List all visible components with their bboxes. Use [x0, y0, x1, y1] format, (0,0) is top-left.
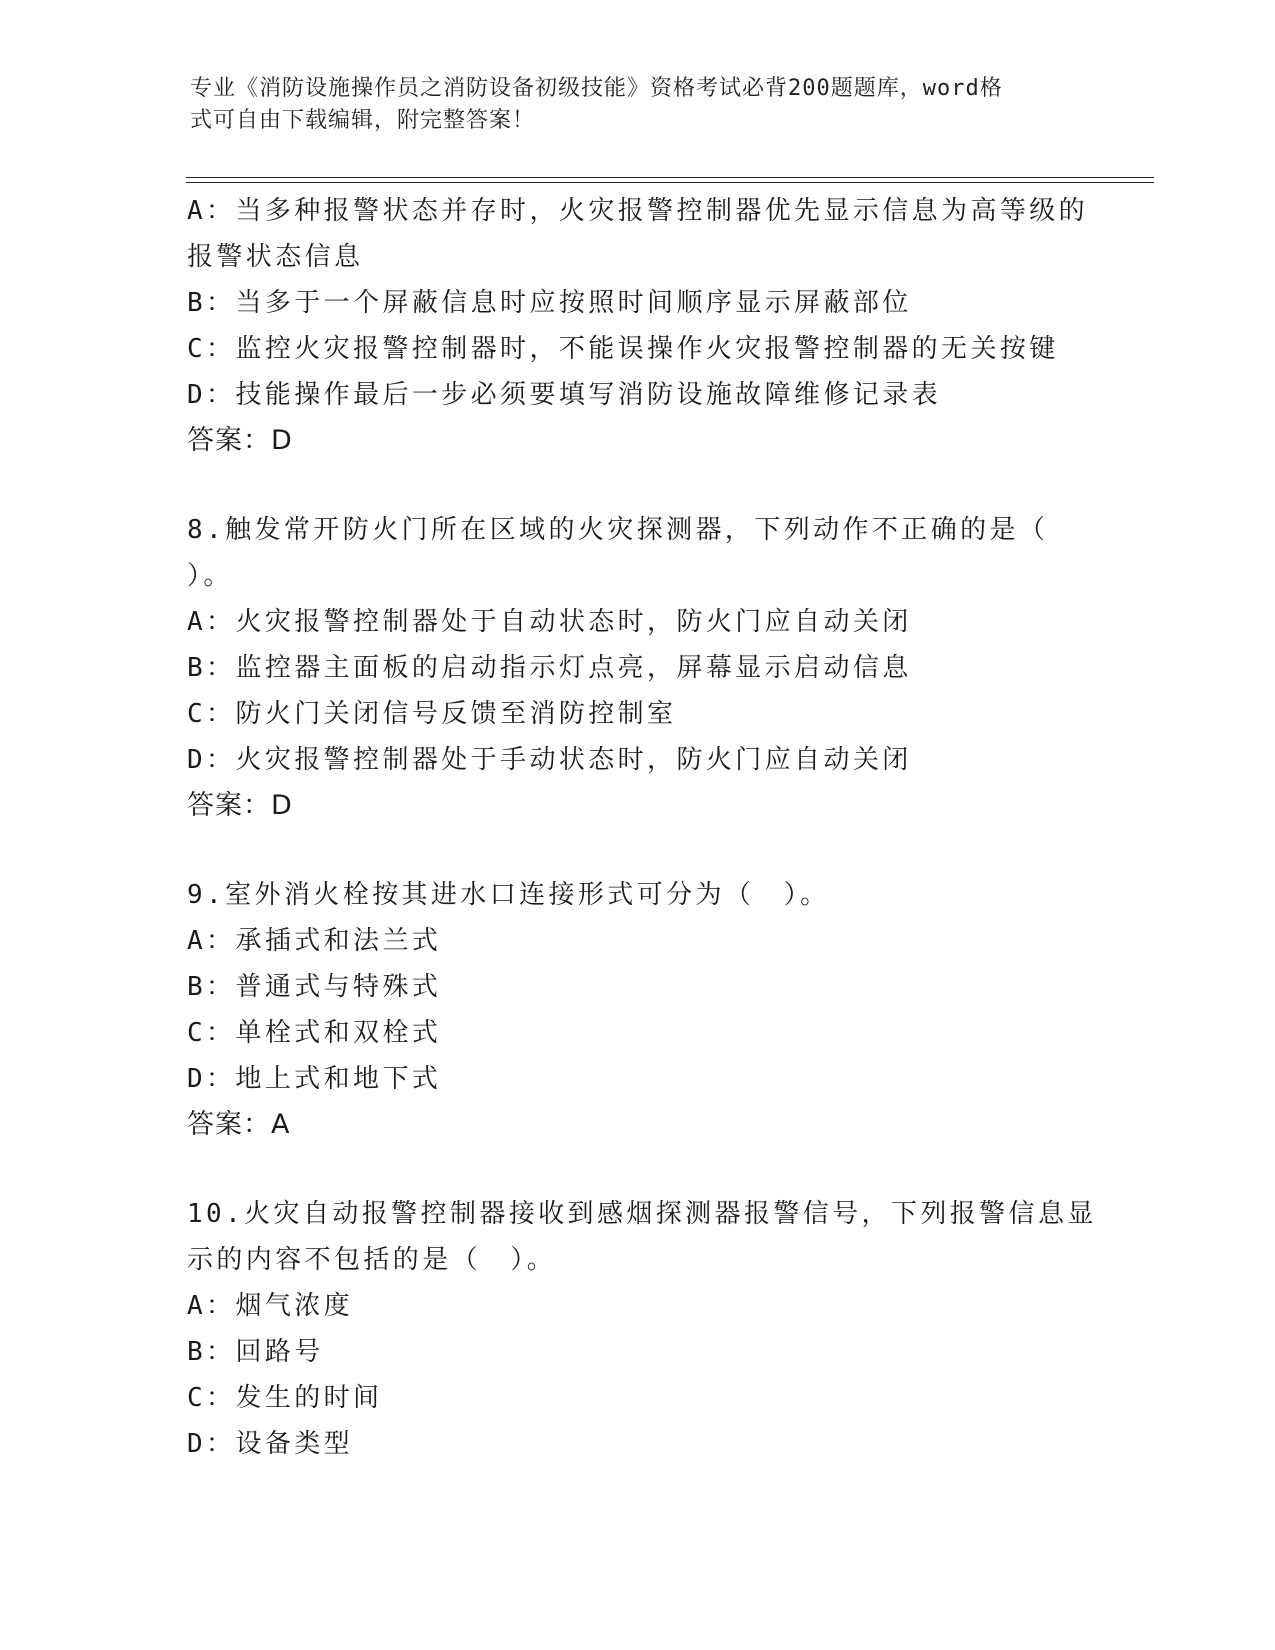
question-stem-line-2: ）。 [187, 561, 233, 591]
question-10 [187, 1191, 1097, 1467]
spacer [187, 1148, 1087, 1191]
answer: 答案：A [187, 1109, 291, 1140]
option-c: C：发生的时间 [187, 1383, 383, 1413]
option-c: C：监控火灾报警控制器时，不能误操作火灾报警控制器的无关按键 [187, 334, 1059, 364]
option-d: D：设备类型 [187, 1429, 354, 1459]
document-header [190, 73, 1090, 137]
option-a-line-1: A：当多种报警状态并存时，火灾报警控制器优先显示信息为高等级的 [187, 196, 1089, 226]
header-line-1: 专业《消防设施操作员之消防设备初级技能》资格考试必背200题题库，word格 [190, 76, 1003, 101]
option-c: C：防火门关闭信号反馈至消防控制室 [187, 699, 677, 729]
option-a-line-2: 报警状态信息 [187, 242, 364, 272]
option-d: D：火灾报警控制器处于手动状态时，防火门应自动关闭 [187, 745, 912, 775]
option-a: A：承插式和法兰式 [187, 926, 442, 956]
question-9 [187, 872, 1087, 1148]
question-stem-line-1: 8.触发常开防火门所在区域的火灾探测器，下列动作不正确的是（ [187, 515, 1049, 545]
header-divider-top [186, 177, 1154, 178]
option-b: B：当多于一个屏蔽信息时应按照时间顺序显示屏蔽部位 [187, 288, 912, 318]
header-line-2: 式可自由下载编辑，附完整答案！ [190, 108, 536, 133]
option-d: D：地上式和地下式 [187, 1064, 442, 1094]
question-stem-line-1: 10.火灾自动报警控制器接收到感烟探测器报警信号，下列报警信息显 [187, 1199, 1097, 1229]
option-d: D：技能操作最后一步必须要填写消防设施故障维修记录表 [187, 380, 942, 410]
option-c: C：单栓式和双栓式 [187, 1018, 442, 1048]
answer: 答案：D [187, 425, 293, 456]
question-list [187, 188, 1097, 1467]
question-stem-line-2: 示的内容不包括的是（ ）。 [187, 1245, 557, 1275]
option-a: A：烟气浓度 [187, 1291, 354, 1321]
question-stem-line-1: 9.室外消火栓按其进水口连接形式可分为（ ）。 [187, 880, 830, 910]
spacer [187, 829, 1087, 872]
option-b: B：回路号 [187, 1337, 324, 1367]
question-7-continued [187, 188, 1087, 464]
question-8 [187, 507, 1087, 829]
header-divider-bottom [186, 182, 1154, 183]
option-b: B：监控器主面板的启动指示灯点亮，屏幕显示启动信息 [187, 653, 912, 683]
option-b: B：普通式与特殊式 [187, 972, 442, 1002]
option-a: A：火灾报警控制器处于自动状态时，防火门应自动关闭 [187, 607, 912, 637]
answer: 答案：D [187, 790, 293, 821]
spacer [187, 464, 1087, 507]
